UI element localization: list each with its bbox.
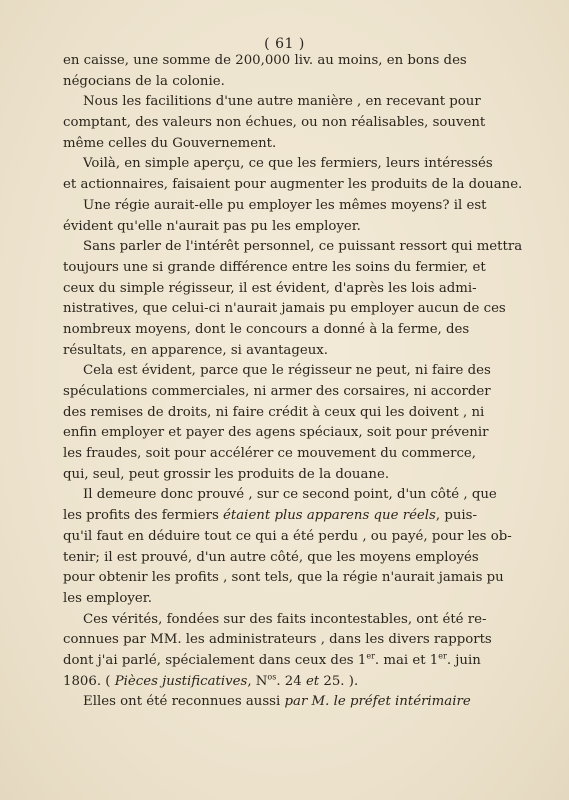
text-line: Voilà, en simple aperçu, ce que les fermiers, leurs intéressés	[83, 156, 493, 172]
text-line: et actionnaires, faisaient pour augmenter les produits de la douane.	[63, 177, 523, 193]
text-line-mixed	[63, 672, 441, 693]
text-line: nombreux moyens, dont le concours a donné à la ferme, des	[63, 321, 470, 337]
text-line-mixed	[63, 692, 471, 713]
italic-run: Pièces justificatives	[114, 673, 248, 689]
text-line: les employer.	[63, 590, 152, 606]
text-run: , puis-	[435, 508, 477, 524]
text-line: Cela est évident, parce que le régisseur ne peut, ni faire des	[83, 363, 491, 379]
superscript: er	[438, 651, 447, 661]
text-line: spéculations commerciales, ni armer des corsaires, ni accorder	[63, 384, 491, 399]
text-line: enfin employer et payer des agens spéciaux, soit pour prévenir	[63, 425, 489, 441]
text-run: les profits des fermiers	[63, 508, 219, 524]
text-line: tenir; il est prouvé, d'un autre côté, que les moyens employés	[63, 549, 479, 565]
text-line: Il demeure donc prouvé , sur ce second point, d'un côté , que	[83, 487, 497, 503]
text-line: résultats, en apparence, si avantageux.	[63, 342, 329, 358]
text-run: . mai et 1	[374, 652, 439, 668]
text-line: Nous les facilitions d'une autre manière , en recevant pour	[83, 94, 481, 110]
text-run: . 24	[276, 673, 302, 689]
text-line: connues par MM. les administrateurs , dans les divers rapports	[63, 632, 492, 648]
text-line: les fraudes, soit pour accélérer ce mouvement du commerce,	[63, 446, 476, 462]
body-text	[63, 51, 523, 713]
text-line: même celles du Gouvernement.	[63, 135, 277, 151]
italic-run: et	[305, 673, 320, 689]
text-line-mixed	[63, 651, 481, 672]
italic-run: par M. le préfet intérimaire	[284, 694, 471, 710]
text-line-mixed	[63, 506, 477, 527]
superscript: er	[366, 651, 375, 661]
text-line: négocians de la colonie.	[63, 73, 225, 89]
text-line: évident qu'elle n'aurait pas pu les employer.	[63, 218, 361, 234]
text-line: qui, seul, peut grossir les produits de la douane.	[63, 466, 390, 482]
superscript: os	[267, 672, 277, 682]
text-line: Ces vérités, fondées sur des faits incontestables, ont été re-	[83, 611, 487, 627]
text-run: Elles ont été reconnues aussi	[83, 694, 281, 710]
page-number: ( 61 )	[264, 36, 305, 52]
text-line: toujours une si grande différence entre les soins du fermier, et	[63, 259, 486, 275]
text-line: Une régie aurait-elle pu employer les mêmes moyens? il est	[83, 197, 487, 213]
text-run: dont j'ai parlé, spécialement dans ceux des 1	[63, 652, 367, 668]
text-line: comptant, des valeurs non échues, ou non réalisables, souvent	[63, 115, 486, 131]
text-line: Sans parler de l'intérêt personnel, ce puissant ressort qui mettra	[83, 239, 523, 255]
text-line: qu'il faut en déduire tout ce qui a été perdu , ou payé, pour les ob-	[63, 528, 512, 544]
text-line: ceux du simple régisseur, il est évident, d'après les lois admi-	[63, 280, 477, 296]
text-run: 1806. (	[63, 673, 111, 689]
text-run: , N	[247, 673, 268, 689]
italic-run: étaient plus apparens que réels	[223, 508, 436, 524]
text-run: . juin	[446, 652, 481, 668]
text-run: 25. ).	[323, 673, 359, 689]
text-line: pour obtenir les profits , sont tels, que la régie n'aurait jamais pu	[63, 570, 504, 586]
text-line: des remises de droits, ni faire crédit à ceux qui les doivent , ni	[63, 404, 485, 420]
text-line: nistratives, que celui-ci n'aurait jamais pu employer aucun de ces	[63, 301, 506, 317]
text-line: en caisse, une somme de 200,000 liv. au moins, en bons des	[63, 53, 467, 68]
